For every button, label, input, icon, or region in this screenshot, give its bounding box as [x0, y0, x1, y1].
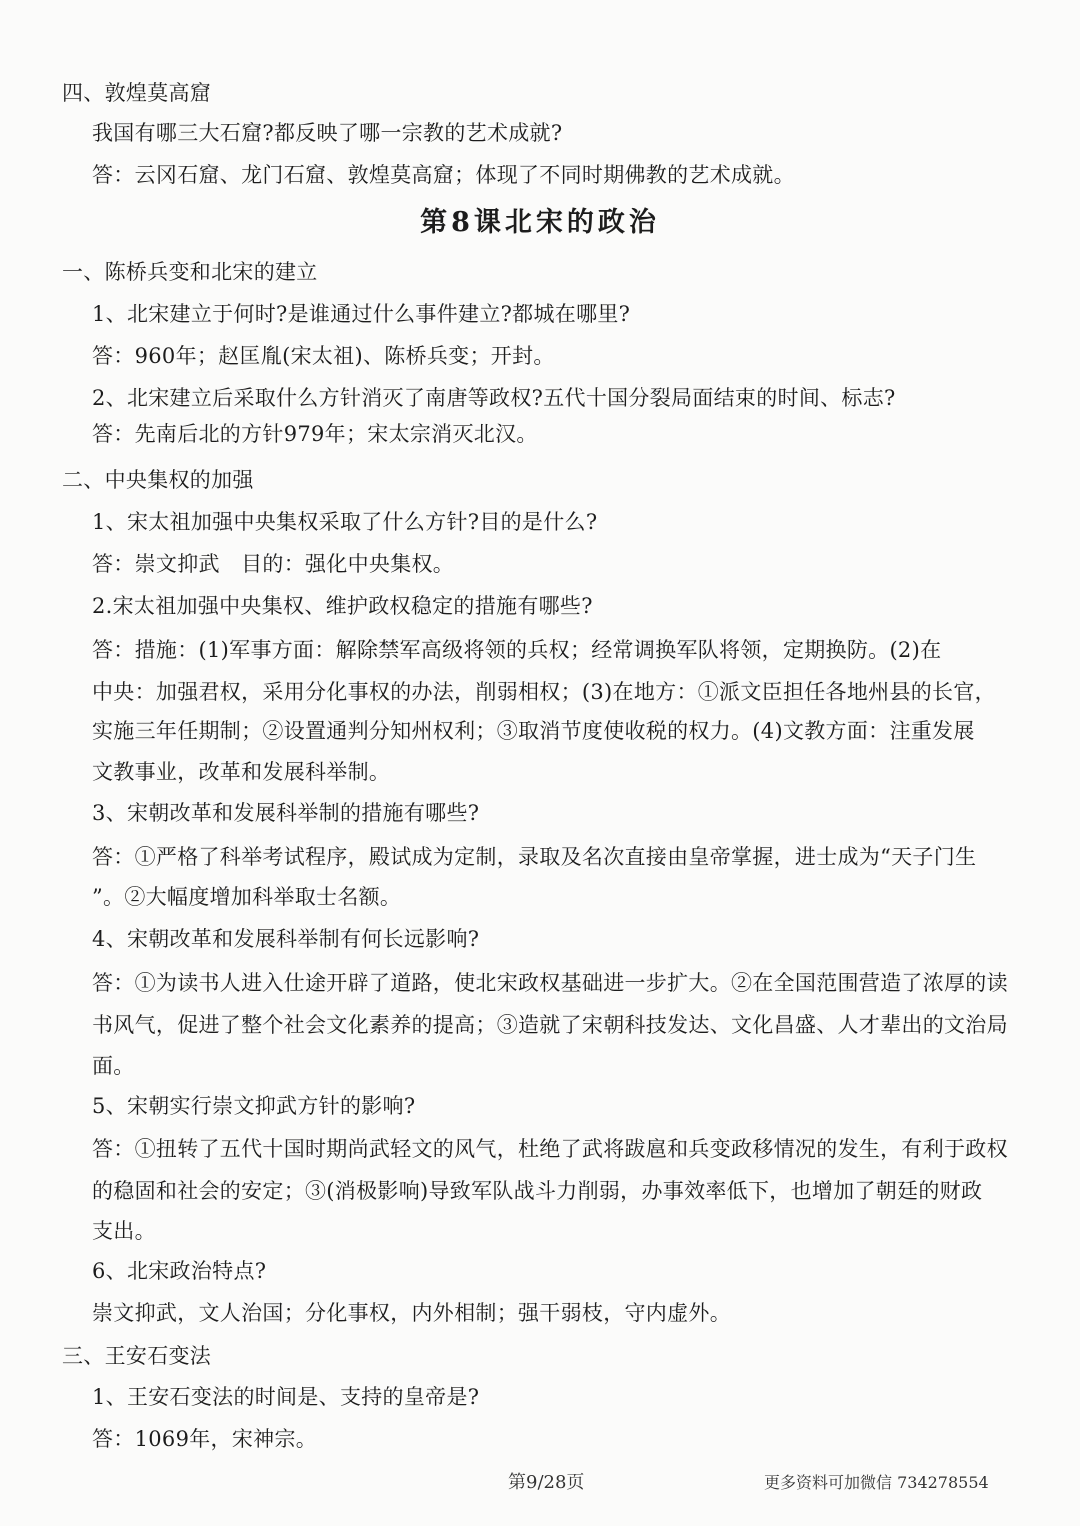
- answer-continued: 的稳固和社会的安定；③(消极影响)导致军队战斗力削弱，办事效率低下，也增加了朝廷的财政: [92, 1179, 983, 1203]
- answer: 崇文抑武，文人治国；分化事权，内外相制；强干弱枝，守内虚外。: [92, 1301, 731, 1325]
- answer: 答：云冈石窟、龙门石窟、敦煌莫高窟；体现了不同时期佛教的艺术成就。: [92, 163, 795, 187]
- answer-continued: 支出。: [92, 1219, 156, 1243]
- answer-continued: 文教事业，改革和发展科举制。: [92, 760, 391, 784]
- answer: 答：①扭转了五代十国时期尚武轻文的风气，杜绝了武将跋扈和兵变政移情况的发生，有利于政权: [92, 1137, 1008, 1161]
- answer: 答：①严格了科举考试程序，殿试成为定制，录取及名次直接由皇帝掌握，进士成为“天子门生: [92, 845, 977, 869]
- answer: 答：1069年，宋神宗。: [92, 1427, 318, 1451]
- answer: 答：措施：(1)军事方面：解除禁军高级将领的兵权；经常调换军队将领，定期换防。(2)在: [92, 638, 942, 662]
- question: 2、北宋建立后采取什么方针消灭了南唐等政权?五代十国分裂局面结束的时间、标志?: [92, 386, 896, 410]
- answer: 答：①为读书人进入仕途开辟了道路，使北宋政权基础进一步扩大。②在全国范围营造了浓厚的读: [92, 971, 1008, 995]
- answer: 答：崇文抑武 目的：强化中央集权。: [92, 552, 455, 576]
- question: 3、宋朝改革和发展科举制的措施有哪些?: [92, 801, 480, 825]
- section-heading: 二、中央集权的加强: [62, 468, 254, 492]
- question: 5、宋朝实行崇文抑武方针的影响?: [92, 1094, 416, 1118]
- question: 1、宋太祖加强中央集权采取了什么方针?目的是什么?: [92, 510, 598, 534]
- section-heading: 三、王安石变法: [62, 1344, 212, 1368]
- question: 我国有哪三大石窟?都反映了哪一宗教的艺术成就?: [92, 121, 563, 145]
- answer: 答：先南后北的方针979年；宋太宗消灭北汉。: [92, 422, 538, 446]
- answer: 答：960年；赵匡胤(宋太祖)、陈桥兵变；开封。: [92, 344, 555, 368]
- question: 1、王安石变法的时间是、支持的皇帝是?: [92, 1385, 480, 1409]
- section-heading: 四、敦煌莫高窟: [62, 81, 212, 105]
- page-number: 第9/28页: [508, 1472, 585, 1493]
- question: 6、北宋政治特点?: [92, 1259, 267, 1283]
- answer-continued: 面。: [92, 1054, 135, 1078]
- answer-continued: 书风气，促进了整个社会文化素养的提高；③造就了宋朝科技发达、文化昌盛、人才辈出的文治局: [92, 1013, 1008, 1037]
- question: 4、宋朝改革和发展科举制有何长远影响?: [92, 927, 480, 951]
- answer-continued: ”。②大幅度增加科举取士名额。: [92, 885, 402, 909]
- question: 1、北宋建立于何时?是谁通过什么事件建立?都城在哪里?: [92, 302, 631, 326]
- answer-continued: 中央：加强君权，采用分化事权的办法，削弱相权；(3)在地方：①派文臣担任各地州县的长官，: [92, 680, 996, 704]
- section-heading: 一、陈桥兵变和北宋的建立: [62, 260, 318, 284]
- lesson-title: 第8课北宋的政治: [420, 207, 660, 238]
- answer-continued: 实施三年任期制；②设置通判分知州权利；③取消节度使收税的权力。(4)文教方面：注重发展: [92, 719, 975, 743]
- footer-note: 更多资料可加微信 734278554: [764, 1473, 989, 1492]
- question: 2.宋太祖加强中央集权、维护政权稳定的措施有哪些?: [92, 594, 593, 618]
